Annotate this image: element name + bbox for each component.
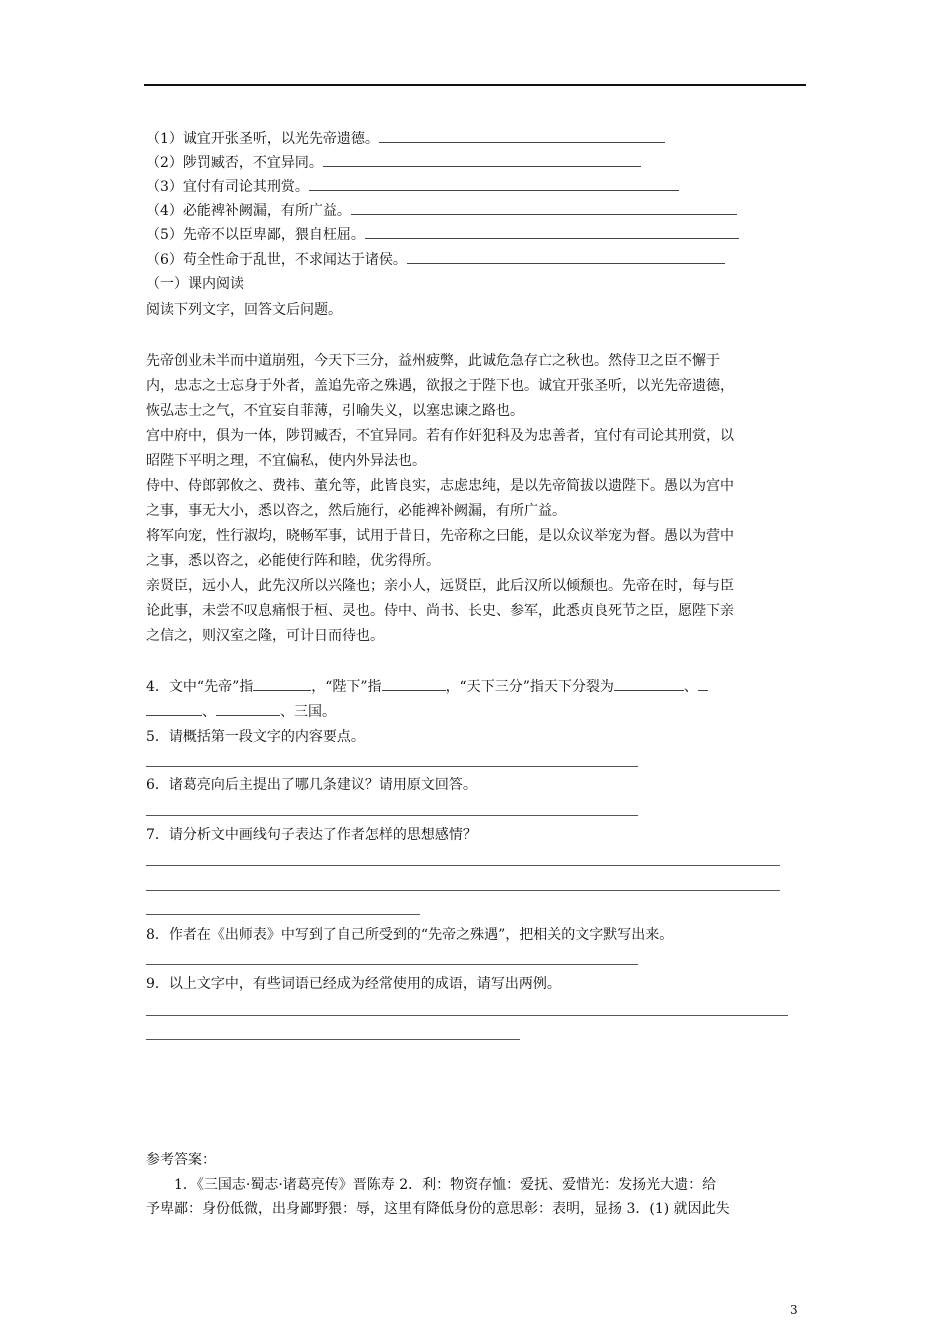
answer-blank[interactable] <box>379 130 665 143</box>
passage-line: 昭陛下平明之理，不宜偏私，使内外异法也。 <box>146 453 426 469</box>
question-8: 8．作者在《出师表》中写到了自己所受到的“先帝之殊遇”，把相关的文字默写出来。 <box>146 927 674 943</box>
passage-line: 恢弘志士之气，不宜妄自菲薄，引喻失义，以塞忠谏之路也。 <box>146 403 524 419</box>
answer-blank[interactable] <box>146 703 202 716</box>
passage-line: 之事，悉以咨之，必能使行阵和睦，优劣得所。 <box>146 553 440 569</box>
answer-blank[interactable] <box>253 678 311 691</box>
answer-line[interactable] <box>146 865 780 866</box>
question-4: 4．文中“先帝”指 ，“陛下”指 ，“天下三分”指天下分裂为 、 <box>146 678 708 696</box>
exercise3-item-4: （4）必能裨补阙漏，有所广益。 <box>146 202 737 220</box>
passage-line: 侍中、侍郎郭攸之、费祎、董允等，此皆良实，志虑忠纯，是以先帝简拔以遗陛下。愚以为宫中 <box>146 478 734 494</box>
answer-line[interactable] <box>146 815 638 816</box>
answer-blank[interactable] <box>309 178 679 191</box>
section-title: （一）课内阅读 <box>146 276 244 292</box>
passage-line: 论此事，未尝不叹息痛恨于桓、灵也。侍中、尚书、长史、参军，此悉贞良死节之臣，愿陛下亲 <box>146 603 734 619</box>
question-5: 5．请概括第一段文字的内容要点。 <box>146 729 365 745</box>
passage-line: 宫中府中，俱为一体，陟罚臧否，不宜异同。若有作奸犯科及为忠善者，宜付有司论其刑赏，以 <box>146 428 734 444</box>
passage-line: 之事，事无大小，悉以咨之，然后施行，必能裨补阙漏，有所广益。 <box>146 503 566 519</box>
answer-blank[interactable] <box>698 678 708 691</box>
answer-blank[interactable] <box>365 226 739 239</box>
exercise3-item-6: （6）苟全性命于乱世，不求闻达于诸侯。 <box>146 251 725 269</box>
question-9: 9．以上文字中，有些词语已经成为经常使用的成语，请写出两例。 <box>146 976 561 992</box>
answer-line[interactable] <box>146 766 638 767</box>
page-number: 3 <box>790 1303 798 1317</box>
exercise3-item-1: （1）诚宜开张圣听，以光先帝遗德。 <box>146 130 665 148</box>
exercise3-item-2: （2）陟罚臧否，不宜异同。 <box>146 154 641 172</box>
answer-blank[interactable] <box>614 678 684 691</box>
answer-line[interactable] <box>146 914 420 915</box>
answer-line[interactable] <box>146 1039 520 1040</box>
question-4-continued: 、 、三国。 <box>146 703 336 721</box>
answers-line: 予卑鄙：身份低微，出身鄙野猥：辱，这里有降低身份的意思彰：表明，显扬 3．(1) 就因此失 <box>146 1201 730 1217</box>
answers-title: 参考答案： <box>146 1152 216 1168</box>
passage-line: 之信之，则汉室之隆，可计日而待也。 <box>146 628 384 644</box>
exercise3-item-3: （3）宜付有司论其刑赏。 <box>146 178 679 196</box>
passage-line: 将军向宠，性行淑均，晓畅军事，试用于昔日，先帝称之曰能，是以众议举宠为督。愚以为营中 <box>146 528 734 544</box>
answers-line: 1．《三国志·蜀志·诸葛亮传》晋陈寿 2．利：物资存恤：爱抚、爱惜光：发扬光大遗：给 <box>174 1177 717 1193</box>
exercise3-item-5: （5）先帝不以臣卑鄙，猥自枉屈。 <box>146 226 739 244</box>
question-6: 6．诸葛亮向后主提出了哪几条建议？请用原文回答。 <box>146 777 477 793</box>
answer-line[interactable] <box>146 1015 788 1016</box>
answer-line[interactable] <box>146 890 780 891</box>
answer-blank[interactable] <box>351 202 737 215</box>
passage-line: 亲贤臣，远小人，此先汉所以兴隆也；亲小人，远贤臣，此后汉所以倾颓也。先帝在时，每与臣 <box>146 578 734 594</box>
answer-blank[interactable] <box>407 251 725 264</box>
passage-line: 内，忠志之士忘身于外者，盖追先帝之殊遇，欲报之于陛下也。诚宜开张圣听，以光先帝遗德， <box>146 378 734 394</box>
passage-line: 先帝创业未半而中道崩殂，今天下三分，益州疲弊，此诚危急存亡之秋也。然侍卫之臣不懈于 <box>146 353 720 369</box>
answer-blank[interactable] <box>323 154 641 167</box>
header-rule <box>144 84 806 86</box>
question-7: 7．请分析文中画线句子表达了作者怎样的思想感情？ <box>146 827 477 843</box>
reading-instruction: 阅读下列文字，回答文后问题。 <box>146 302 342 318</box>
answer-line[interactable] <box>146 964 638 965</box>
answer-blank[interactable] <box>216 703 280 716</box>
answer-blank[interactable] <box>382 678 446 691</box>
